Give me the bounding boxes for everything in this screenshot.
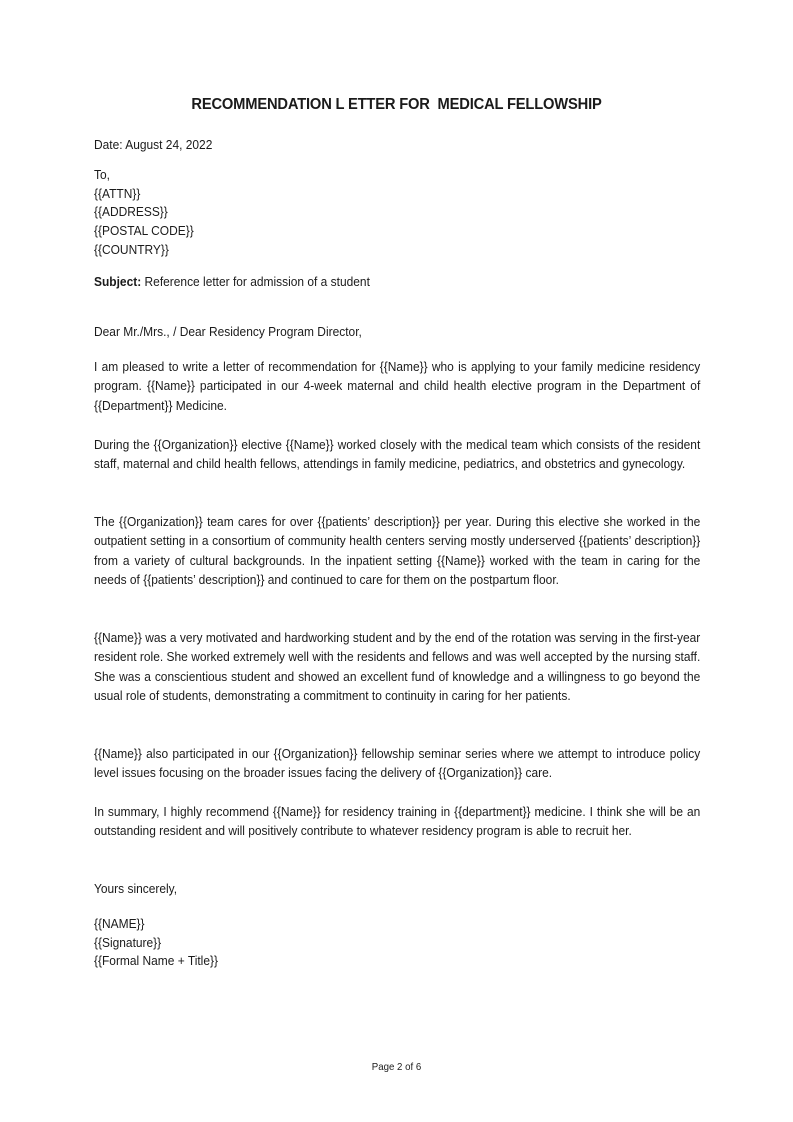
paragraph-seminar-series: {{Name}} also participated in our {{Organization}} fellowship seminar series where we attempt to introduce policy level issues focusing on the broader issues facing the delivery of {{Organization}} care.: [94, 746, 701, 781]
recipient-line-postal-code: {{POSTAL CODE}}: [94, 223, 194, 239]
paragraph-elective-team: During the {{Organization}} elective {{Name}} worked closely with the medical team which consists of the resident staff, maternal and child health fellows, attendings in family medicine, pediatrics, and obstetrics and gynecology.: [94, 437, 701, 472]
recipient-line-attn: {{ATTN}}: [94, 185, 141, 201]
page-number: Page 2 of 6: [371, 1061, 422, 1073]
recipient-line-address: {{ADDRESS}}: [94, 204, 168, 220]
signature-block: [94, 915, 700, 971]
date-line: Date: August 24, 2022: [94, 137, 213, 152]
paragraph-patient-care: The {{Organization}} team cares for over {{patients’ description}} per year. During this elective she worked in the outpatient setting in a consortium of community health centers serving mostly underserved {{patients’ description}} from a variety of cultural backgrounds. In the inpatient setting {{Name}} worked with the team in caring for the needs of {{patients’ description}} and continued to care for them on the postpartum floor.: [94, 514, 701, 588]
subject-label: Subject:: [94, 274, 142, 289]
letter-title: RECOMMENDATION L ETTER FOR MEDICAL FELLOWSHIP: [191, 96, 602, 113]
paragraph-summary: In summary, I highly recommend {{Name}} for residency training in {{department}} medicine. I think she will be an outstanding resident and will positively contribute to whatever residency program is able to recruit her.: [94, 804, 701, 839]
subject-text: Reference letter for admission of a student: [144, 274, 370, 289]
signature-line-name: {{NAME}}: [94, 916, 145, 931]
paragraph-student-qualities: {{Name}} was a very motivated and hardworking student and by the end of the rotation was serving in the first-year resident role. She worked extremely well with the residents and fellows and was well accepted by the nursing staff. She was a conscientious student and showed an excellent fund of knowledge and a willingness to go beyond the usual role of students, demonstrating a commitment to continuity in caring for her patients.: [94, 630, 701, 704]
signature-line-signature: {{Signature}}: [94, 934, 162, 950]
paragraph-intro: I am pleased to write a letter of recommendation for {{Name}} who is applying to your family medicine residency program. {{Name}} participated in our 4-week maternal and child health elective program in the Department of {{Department}} Medicine.: [94, 359, 701, 413]
closing: Yours sincerely,: [94, 881, 178, 896]
subject-line: [94, 272, 700, 291]
salutation: Dear Mr./Mrs., / Dear Residency Program Director,: [94, 324, 362, 339]
signature-line-formal-name-title: {{Formal Name + Title}}: [94, 953, 218, 969]
recipient-block: [94, 166, 700, 260]
recipient-line-to: To,: [94, 167, 110, 182]
recipient-line-country: {{COUNTRY}}: [94, 241, 169, 257]
